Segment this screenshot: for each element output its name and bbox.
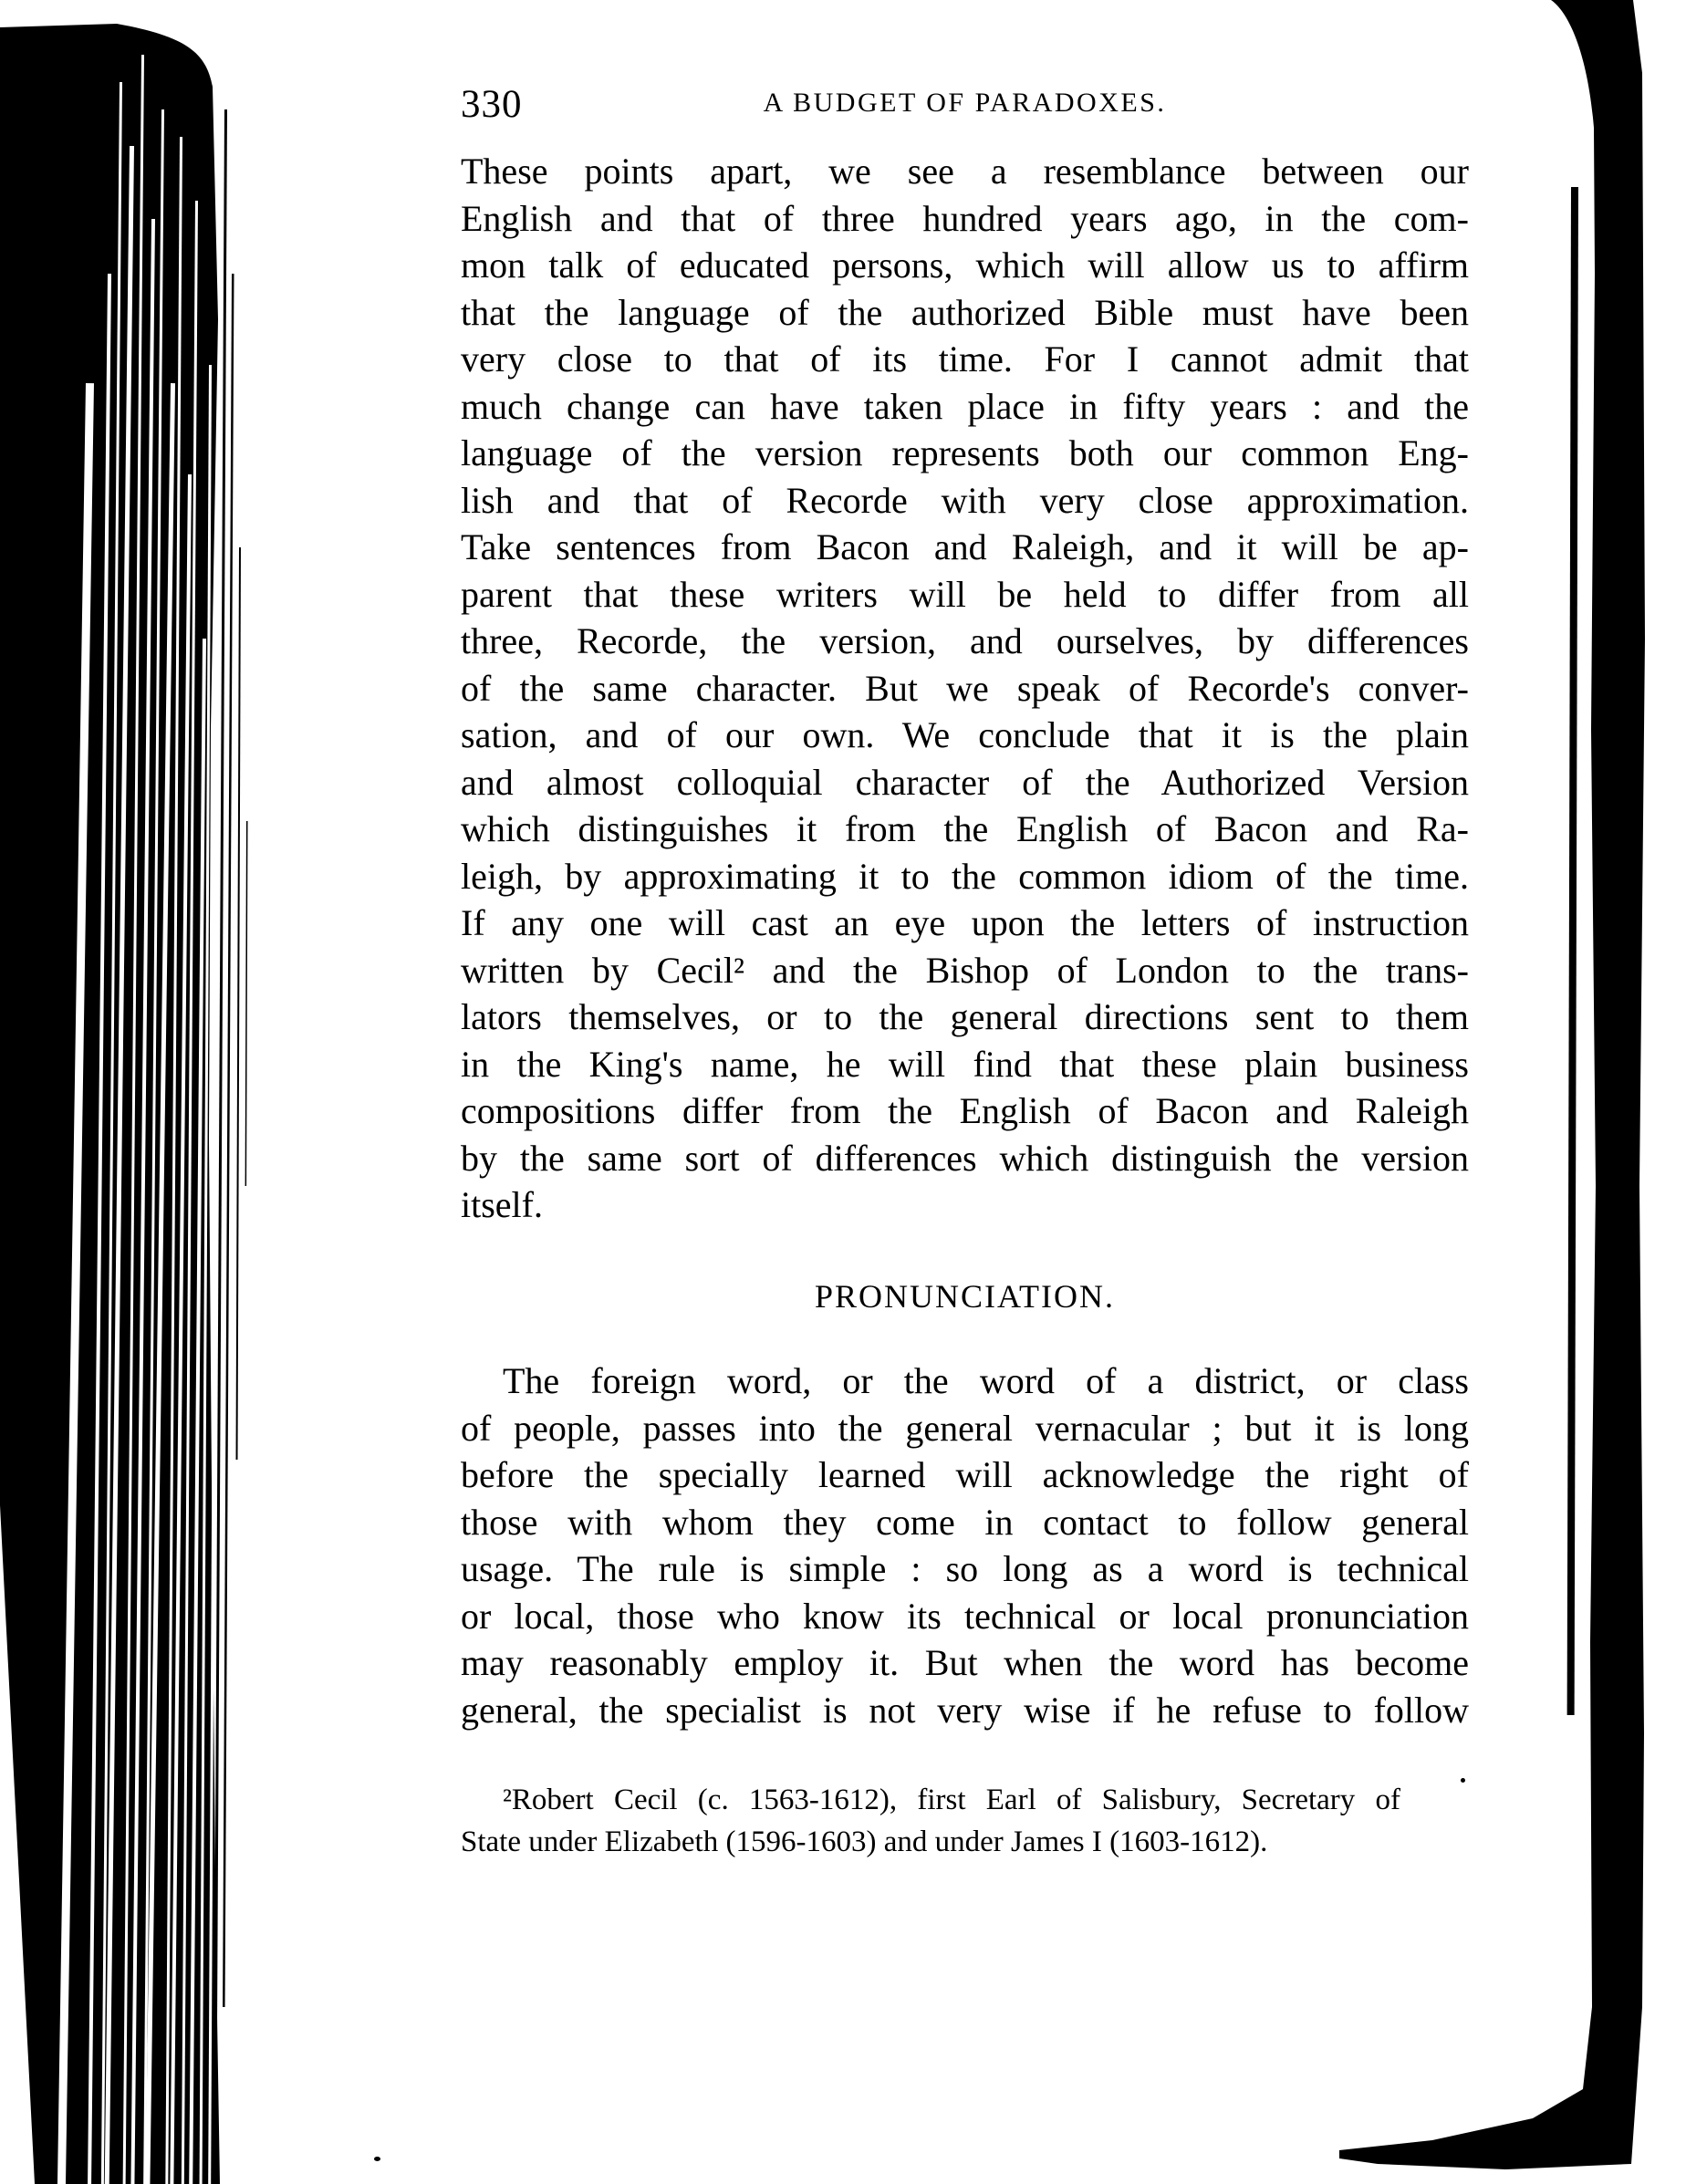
text-line: usage. The rule is simple : so long as a word is technical <box>461 1548 1469 1589</box>
text-line: written by Cecil² and the Bishop of London to the trans- <box>461 949 1469 991</box>
text-line: and almost colloquial character of the Authorized Version <box>461 761 1469 803</box>
text-line: of the same character. But we speak of Recorde's conver- <box>461 667 1469 709</box>
text-line: three, Recorde, the version, and ourselves, by differences <box>461 620 1469 661</box>
page-header <box>461 83 1469 130</box>
running-title: A BUDGET OF PARADOXES. <box>763 88 1167 118</box>
text-line: These points apart, we see a resemblance between our <box>461 151 1469 192</box>
body-paragraph-1 <box>461 148 1469 1229</box>
text-line: mon talk of educated persons, which will allow us to affirm <box>461 244 1469 286</box>
text-line: in the King's name, he will find that these plain business <box>461 1043 1469 1085</box>
text-line: that the language of the authorized Bible must have been <box>461 291 1469 333</box>
text-line: lish and that of Recorde with very close approximation. <box>461 479 1469 521</box>
pronunciation-heading: PRONUNCIATION. <box>814 1278 1115 1315</box>
scan-speck <box>1461 1778 1465 1783</box>
text-line: may reasonably employ it. But when the word has become <box>461 1642 1469 1683</box>
body-paragraph-2 <box>461 1357 1469 1733</box>
text-line: Take sentences from Bacon and Raleigh, and it will be ap- <box>461 526 1469 567</box>
text-line: If any one will cast an eye upon the letters of instruction <box>461 902 1469 943</box>
text-line: language of the version represents both our common Eng- <box>461 432 1469 473</box>
scan-speck <box>374 2157 380 2161</box>
text-line: by the same sort of differences which distinguish the version <box>461 1137 1469 1179</box>
text-line: itself. <box>461 1184 543 1225</box>
text-line: much change can have taken place in fifty years : and the <box>461 385 1469 427</box>
text-line: parent that these writers will be held to differ from all <box>461 573 1469 615</box>
text-line: which distinguishes it from the English of Bacon and Ra- <box>461 808 1469 849</box>
text-line: sation, and of our own. We conclude that it is the plain <box>461 714 1469 755</box>
text-line: English and that of three hundred years ago, in the com- <box>461 197 1469 239</box>
text-line: or local, those who know its technical or local pronunciation <box>461 1595 1469 1637</box>
text-line: general, the specialist is not very wise if he refuse to follow <box>461 1689 1469 1731</box>
text-line: of people, passes into the general vernacular ; but it is long <box>461 1407 1469 1449</box>
text-line: before the specially learned will acknowledge the right of <box>461 1454 1469 1495</box>
text-line: those with whom they come in contact to follow general <box>461 1501 1469 1543</box>
text-line: compositions differ from the English of Bacon and Raleigh <box>461 1090 1469 1131</box>
text-line: The foreign word, or the word of a district, or class <box>503 1360 1469 1401</box>
text-line: State under Elizabeth (1596-1603) and under James I (1603-1612). <box>461 1825 1268 1858</box>
footnote <box>461 1779 1400 1863</box>
left-gutter-shadow <box>0 0 265 2184</box>
text-line: lators themselves, or to the general directions sent to them <box>461 996 1469 1037</box>
text-line: leigh, by approximating it to the common idiom of the time. <box>461 855 1469 897</box>
text-line: very close to that of its time. For I cannot admit that <box>461 338 1469 380</box>
page-number: 330 <box>461 83 523 126</box>
text-line: ²Robert Cecil (c. 1563-1612), first Earl of Salisbury, Secretary of <box>503 1784 1400 1816</box>
